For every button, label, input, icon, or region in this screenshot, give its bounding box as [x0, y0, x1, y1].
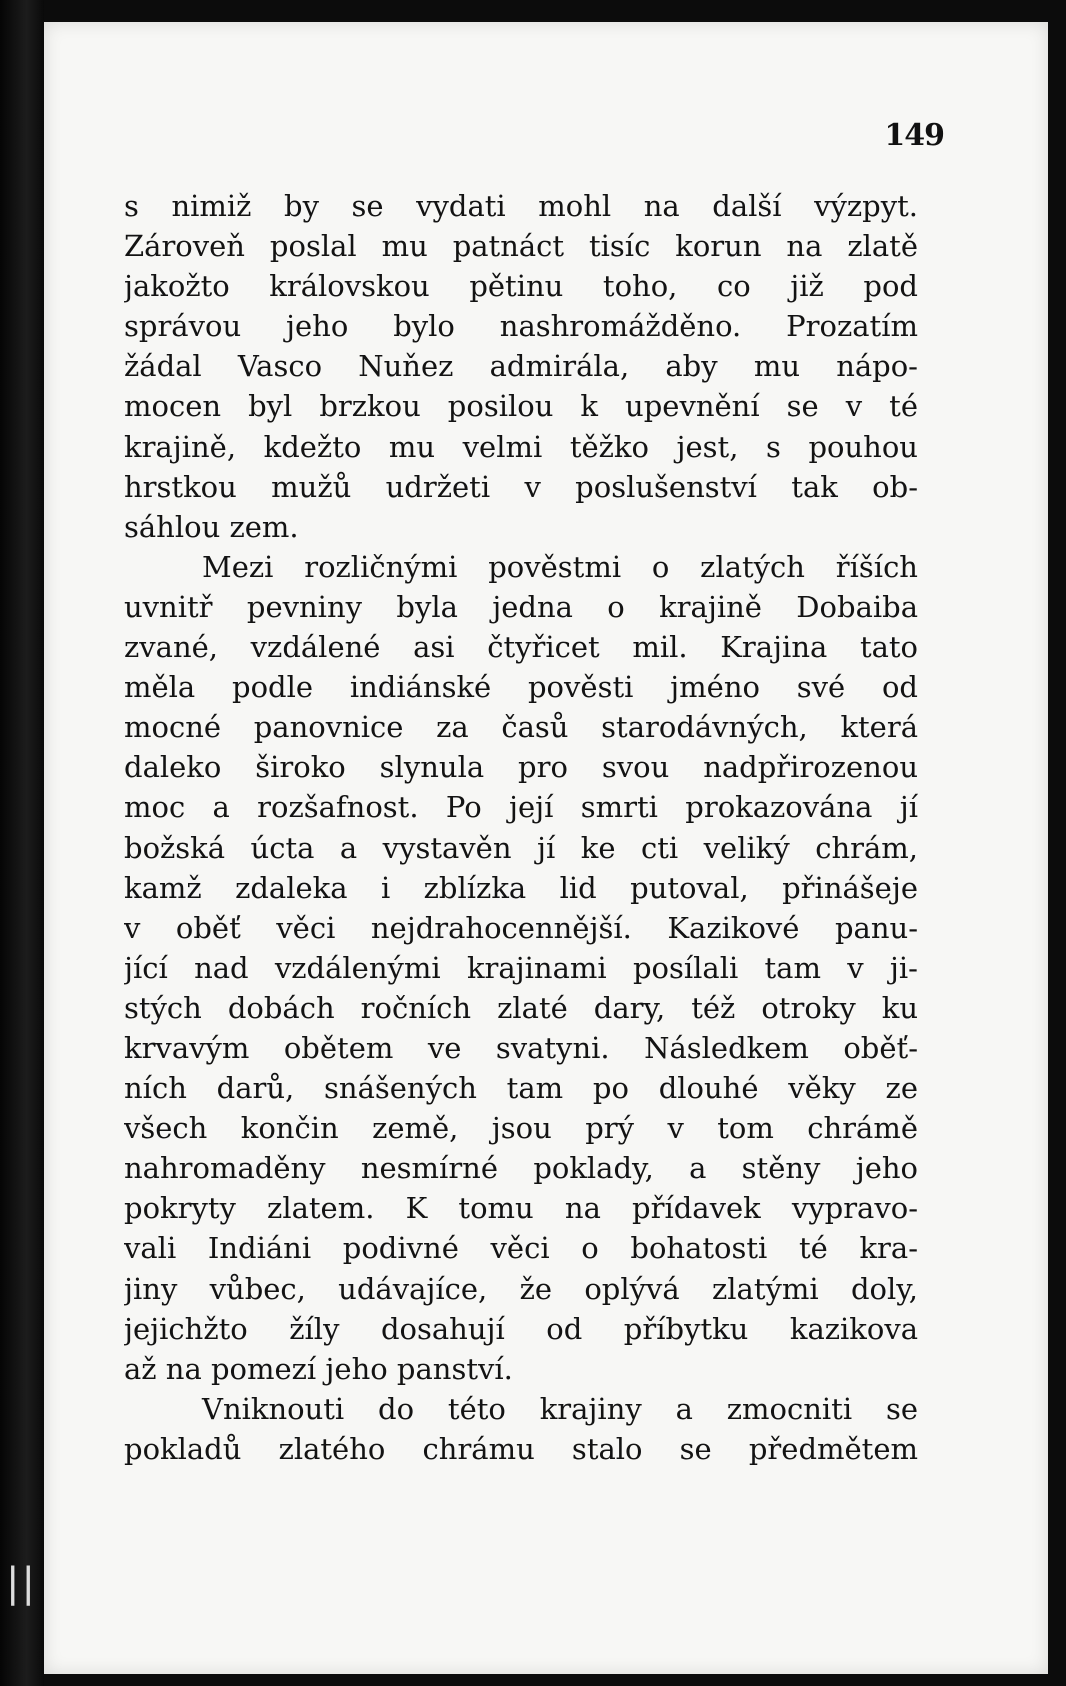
text-line: moc a rozšafnost. Po její smrti prokazována jí	[124, 790, 918, 825]
text-line: nahromaděny nesmírné poklady, a stěny jeho	[124, 1151, 918, 1186]
text-line: mocen byl brzkou posilou k upevnění se v té	[124, 389, 918, 424]
text-line: pokladů zlatého chrámu stalo se předmětem	[124, 1431, 918, 1466]
text-line: pokryty zlatem. K tomu na přídavek vypravo-	[124, 1191, 918, 1226]
text-line: Vniknouti do této krajiny a zmocniti se	[202, 1391, 918, 1426]
text-line: uvnitř pevniny byla jedna o krajině Dobaiba	[124, 589, 918, 624]
text-line: Zároveň poslal mu patnáct tisíc korun na zlatě	[124, 229, 918, 264]
text-line: jejichžto žíly dosahují od příbytku kazikova	[124, 1311, 918, 1346]
text-line: vali Indiáni podivné věci o bohatosti té kra-	[124, 1231, 918, 1266]
text-line: Mezi rozličnými pověstmi o zlatých říších	[202, 549, 918, 584]
text-line: jakožto královskou pětinu toho, co již pod	[124, 269, 918, 304]
text-line: správou jeho bylo nashromážděno. Prozatím	[124, 309, 918, 344]
text-line: krajině, kdežto mu velmi těžko jest, s pouhou	[124, 429, 918, 464]
text-line: daleko široko slynula pro svou nadpřirozenou	[124, 750, 918, 785]
text-line: krvavým obětem ve svatyni. Následkem oběť-	[124, 1030, 918, 1065]
text-line: jiny vůbec, udávajíce, že oplývá zlatými doly,	[124, 1271, 918, 1306]
text-line: s nimiž by se vydati mohl na další výzpyt.	[124, 189, 918, 223]
text-line: ních darů, snášených tam po dlouhé věky ze	[124, 1071, 918, 1106]
text-line: kamž zdaleka i zblízka lid putoval, přinášeje	[124, 870, 918, 905]
text-line: všech končin země, jsou prý v tom chrámě	[124, 1111, 918, 1146]
page-edge-strip	[0, 0, 44, 1686]
text-line: jící nad vzdálenými krajinami posílali tam v ji-	[124, 950, 918, 985]
text-line: mocné panovnice za časů starodávných, která	[124, 710, 918, 745]
text-line: měla podle indiánské pověsti jméno své od	[124, 670, 918, 705]
text-line: sáhlou zem.	[124, 509, 299, 544]
text-line: hrstkou mužů udržeti v poslušenství tak ob-	[124, 469, 918, 504]
text-line: božská úcta a vystavěn jí ke cti veliký chrám,	[124, 830, 918, 865]
text-line: až na pomezí jeho panství.	[124, 1351, 513, 1386]
edge-marks: ||	[6, 1560, 37, 1606]
text-line: žádal Vasco Nuňez admirála, aby mu nápo-	[124, 349, 918, 384]
text-line: stých dobách ročních zlaté dary, též otroky ku	[124, 990, 918, 1025]
body-text	[124, 186, 918, 1469]
page-number: 149	[884, 118, 944, 153]
text-line: v oběť věci nejdrahocennější. Kazikové panu-	[124, 910, 918, 945]
text-line: zvané, vzdálené asi čtyřicet mil. Krajina tato	[124, 630, 918, 665]
